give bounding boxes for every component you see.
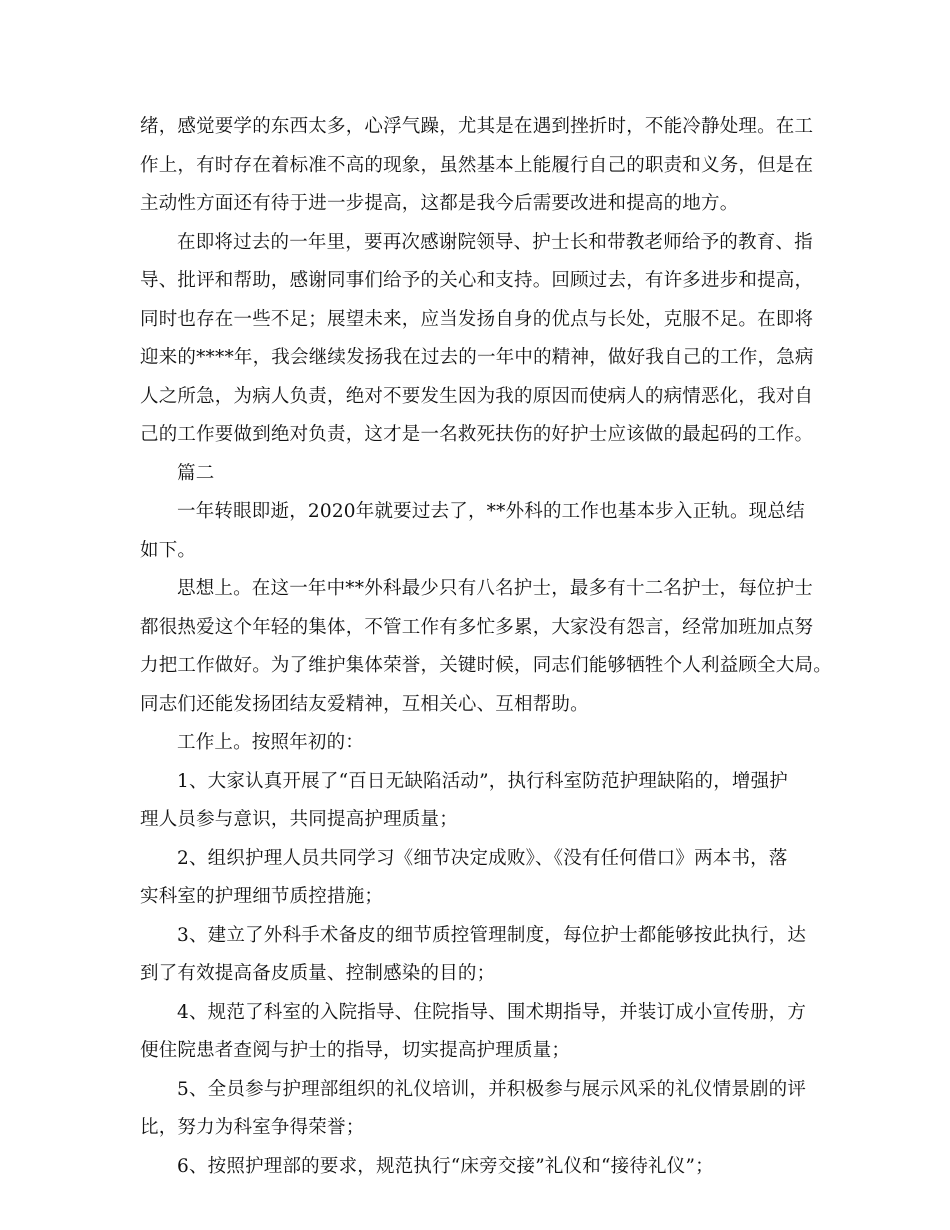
list-item-line: 4、规范了科室的入院指导、住院指导、围术期指导，并装订成小宣传册，方 [177, 1001, 807, 1023]
text-line: 力把工作做好。为了维护集体荣誉，关键时候，同志们能够牺牲个人利益顾全大局。 [140, 655, 832, 676]
list-item-line: 3、建立了外科手术备皮的细节质控管理制度，每位护士都能够按此执行，达 [177, 924, 807, 946]
list-item-line: 2、组织护理人员共同学习《细节决定成败》、《没有任何借口》两本书，落 [177, 847, 788, 869]
text-line: 导、批评和帮助，感谢同事们给予的关心和支持。回顾过去，有许多进步和提高， [140, 270, 814, 291]
list-item-line: 1、大家认真开展了“百日无缺陷活动”，执行科室防范护理缺陷的，增强护 [177, 770, 788, 792]
text-line: 绪，感觉要学的东西太多，心浮气躁，尤其是在遇到挫折时，不能冷静处理。在工 [140, 116, 814, 137]
text-line: 如下。 [140, 539, 197, 561]
text-line: 人之所急，为病人负责，绝对不要发生因为我的原因而使病人的病情恶化，我对自 [140, 385, 814, 407]
text-line: 比，努力为科室争得荣誉； [140, 1117, 365, 1138]
text-line: 迎来的****年，我会继续发扬我在过去的一年中的精神，做好我自己的工作，急病 [140, 347, 814, 368]
text-line: 作上，有时存在着标准不高的现象，虽然基本上能履行自己的职责和义务，但是在 [140, 154, 814, 176]
text-line: 理人员参与意识，共同提高护理质量； [140, 809, 458, 830]
text-line: 到了有效提高备皮质量、控制感染的目的； [140, 963, 496, 984]
text-line: 己的工作要做到绝对负责，这才是一名救死扶伤的好护士应该做的最起码的工作。 [140, 424, 814, 445]
text-line: 实科室的护理细节质控措施； [140, 886, 384, 907]
paragraph-start-line: 思想上。在这一年中**外科最少只有八名护士，最多有十二名护士，每位护士 [177, 578, 814, 599]
list-item-line: 6、按照护理部的要求，规范执行“床旁交接”礼仪和“接待礼仪”； [177, 1155, 714, 1177]
paragraph-start-line: 工作上。按照年初的： [177, 732, 365, 753]
list-item-line: 5、全员参与护理部组织的礼仪培训，并积极参与展示风采的礼仪情景剧的评 [177, 1078, 807, 1100]
paragraph-start-line: 一年转眼即逝，2020年就要过去了，**外科的工作也基本步入正轨。现总结 [177, 501, 805, 522]
text-line: 便住院患者查阅与护士的指导，切实提高护理质量； [140, 1040, 571, 1061]
text-line: 都很热爱这个年轻的集体，不管工作有多忙多累，大家没有怨言，经常加班加点努 [140, 616, 814, 638]
text-line: 同时也存在一些不足；展望未来，应当发扬自身的优点与长处，克服不足。在即将 [140, 308, 814, 330]
text-line: 主动性方面还有待于进一步提高，这都是我今后需要改进和提高的地方。 [140, 193, 739, 214]
paragraph-start-line: 在即将过去的一年里，要再次感谢院领导、护士长和带教老师给予的教育、指 [177, 231, 813, 253]
document-body [140, 108, 830, 1186]
section-heading: 篇二 [177, 462, 215, 484]
text-line: 同志们还能发扬团结友爱精神，互相关心、互相帮助。 [140, 693, 589, 715]
